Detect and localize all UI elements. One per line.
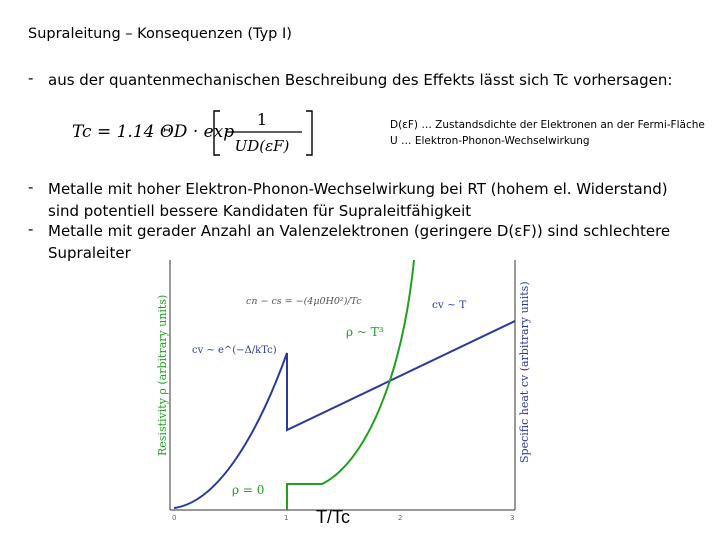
slide-title: Supraleitung – Konsequenzen (Typ I) <box>28 26 292 42</box>
left-axis-label: Resistivity ρ (arbitrary units) <box>156 294 169 456</box>
formula-lhs: Tc = 1.14 ΘD · exp <box>72 122 235 142</box>
bullet-text: Metalle mit gerader Anzahl an Valenzelektronen (geringere D(εF)) sind schlechtere Supraleiter <box>48 222 671 262</box>
formula-numerator: 1 <box>256 110 268 129</box>
annotation-linear: cv ~ T <box>432 299 467 311</box>
x-axis-label: T/Tc <box>316 507 350 527</box>
formula-definitions <box>390 117 705 149</box>
x-tick-3: 3 <box>510 514 515 522</box>
annotation-rho-zero: ρ = 0 <box>232 483 265 497</box>
bullet-dash: - <box>28 220 34 238</box>
formula-denominator: UD(εF) <box>234 137 290 155</box>
annotation-rho-t3: ρ ~ T³ <box>346 325 384 339</box>
bullet-text: Metalle mit hoher Elektron-Phonon-Wechselwirkung bei RT (hohem el. Widerstand) sind potentiell bessere Kandidaten für Supraleitfähigkeit <box>48 180 668 220</box>
definition-density: D(εF) … Zustandsdichte der Elektronen an der Fermi-Fläche <box>390 119 705 131</box>
superconductivity-figure <box>150 258 540 526</box>
x-tick-0: 0 <box>172 514 177 522</box>
tc-formula <box>70 103 320 163</box>
x-tick-1: 1 <box>284 514 289 522</box>
annotation-exp: cv ~ e^(−Δ/kTc) <box>192 345 277 356</box>
bullet-text: aus der quantenmechanischen Beschreibung des Effekts lässt sich Tc vorhersagen: <box>48 71 673 89</box>
annotation-jump: cn − cs = −(4μ0H0²)/Tc <box>246 296 362 307</box>
x-tick-2: 2 <box>398 514 403 522</box>
bullet-dash: - <box>28 178 34 196</box>
definition-coupling: U … Elektron-Phonon-Wechselwirkung <box>390 135 590 147</box>
bullet-dash: - <box>28 69 34 87</box>
right-axis-label: Specific heat cv (arbitrary units) <box>518 281 531 463</box>
